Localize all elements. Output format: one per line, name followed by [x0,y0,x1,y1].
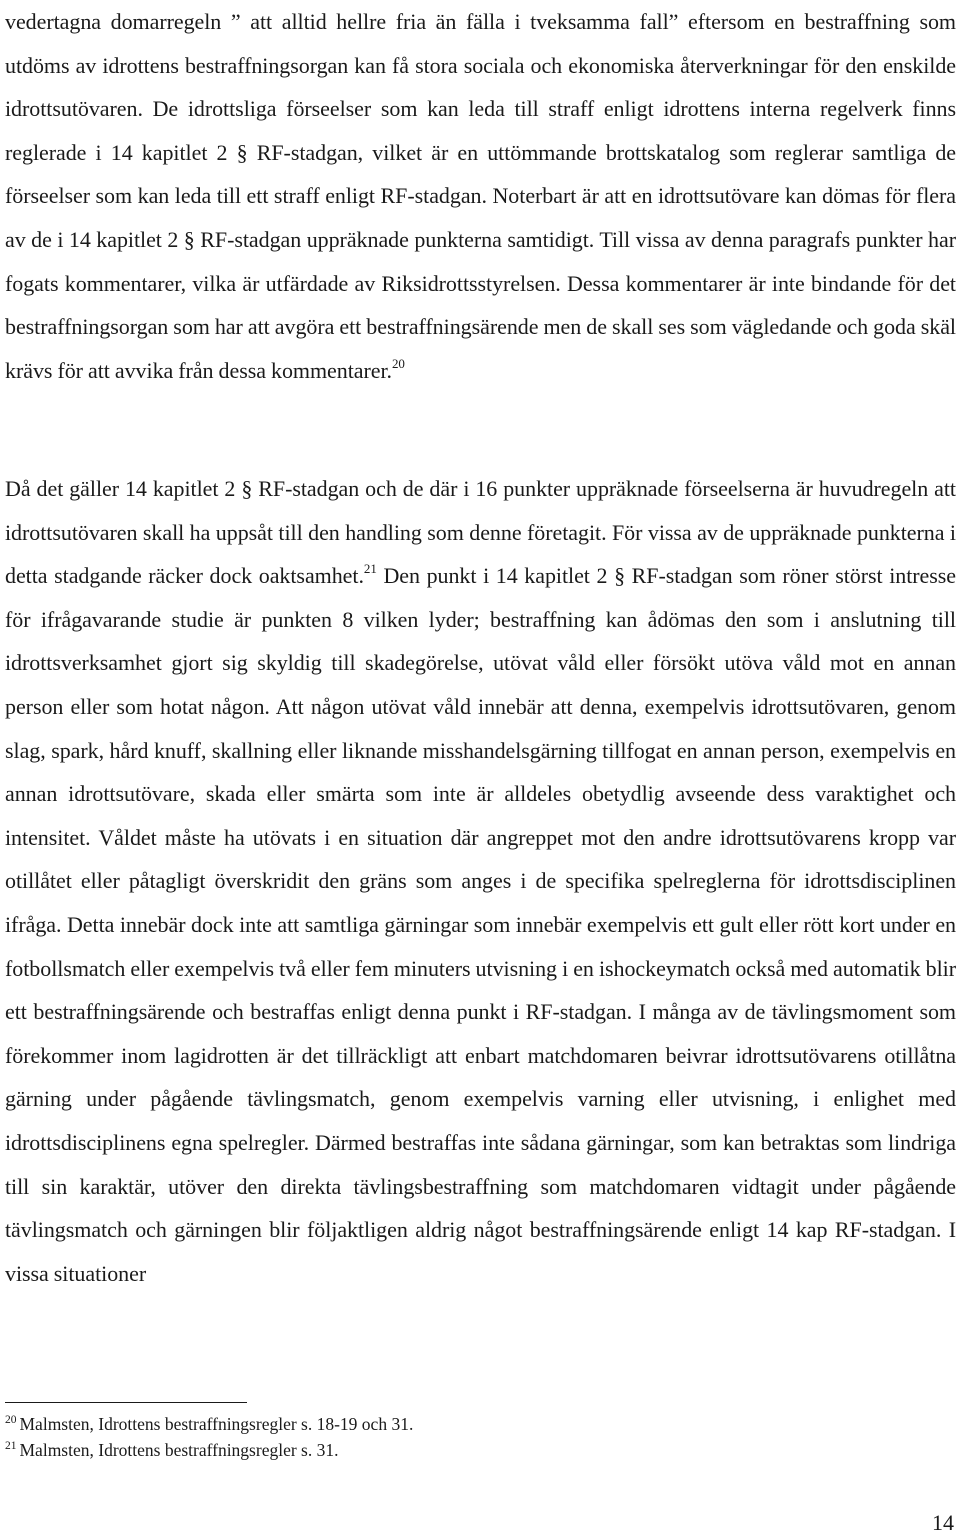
body-paragraph [5,467,956,1295]
paragraph-text: vedertagna domarregeln ” att alltid hellre fria än fälla i tveksamma fall” eftersom en bestraffning som utdöms av idrottens bestraffningsorgan kan få stora sociala och ekonomiska återverkningar för den enskilde idrottsutövaren. De idrottsliga förseelser som kan leda till straff enligt idrottens interna regelverk finns reglerade i 14 kapitlet 2 § RF-stadgan, vilket är en uttömmande brottskatalog som reglerar samtliga de förseelser som kan leda till ett straff enligt RF-stadgan. Noterbart är att en idrottsutövare kan dömas för flera av de i 14 kapitlet 2 § RF-stadgan uppräknade punkterna samtidigt. Till vissa av denna paragrafs punkter har fogats kommentarer, vilka är utfärdade av Riksidrottsstyrelsen. Dessa kommentarer är inte bindande för det bestraffningsorgan som har att avgöra ett bestraffningsärende men de skall ses som vägledande och goda skäl krävs för att avvika från dessa kommentarer. [5,9,956,383]
footnote-number: 21 [5,1440,17,1452]
footnote [5,1438,338,1465]
page-number: 14 [932,1510,954,1535]
footnote [5,1412,413,1439]
footnote-reference[interactable]: 21 [363,561,377,577]
footnote-text: Malmsten, Idrottens bestraffningsregler s. 18-19 och 31. [19,1414,414,1434]
footnote-text: Malmsten, Idrottens bestraffningsregler s. 31. [19,1440,339,1460]
footnote-separator [5,1402,247,1403]
body-paragraph [5,0,956,392]
footnote-reference[interactable]: 20 [391,355,405,371]
paragraph-text: Den punkt i 14 kapitlet 2 § RF-stadgan som röner störst intresse för ifrågavarande studie är punkten 8 vilken lyder; bestraffning kan ådömas den som i anslutning till idrottsverksamhet gjort sig skyldig till skadegörelse, utövat våld eller försökt utöva våld mot en annan person eller som hotat någon. Att någon utövat våld innebär att denna, exempelvis idrottsutövaren, genom slag, spark, hård knuff, skallning eller liknande misshandelsgärning tillfogat en annan person, exempelvis en annan idrottsutövare, skada eller smärta som inte är alldeles obetydlig avseende dess varaktighet och intensitet. Våldet måste ha utövats i en situation där angreppet mot den andre idrottsutövarens kropp var otillåtet eller påtagligt överskridit den gräns som anges i de specifika spelreglerna för idrottsdisciplinen ifråga. Detta innebär dock inte att samtliga gärningar som innebär exempelvis ett gult eller rött kort under en fotbollsmatch eller exempelvis två eller fem minuters utvisning i en ishockeymatch också med automatik blir ett bestraffningsärende och bestraffas enligt denna punkt i RF-stadgan. I många av de tävlingsmoment som förekommer inom lagidrotten är det tillräckligt att enbart matchdomaren beivrar idrottsutövarens otillåtna gärning under pågående tävlingsmatch, genom exempelvis varning eller utvisning, i enlighet med idrottsdisciplinens egna spelregler. Därmed bestraffas inte sådana gärningar, som kan betraktas som lindriga till sin karaktär, utöver den direkta tävlingsbestraffning som matchdomaren vidtagit under pågående tävlingsmatch och gärningen blir följaktligen aldrig något bestraffningsärende enligt 14 kap RF-stadgan. I vissa situationer [5,563,956,1286]
footnote-number: 20 [5,1414,17,1426]
paragraph-text: Då det gäller 14 kapitlet 2 § RF-stadgan och de där i 16 punkter uppräknade förseelserna är huvudregeln att idrottsutövaren skall ha uppsåt till den handling som denne företagit. För vissa av de uppräknade punkterna i detta stadgande räcker dock oaktsamhet. [5,476,956,589]
